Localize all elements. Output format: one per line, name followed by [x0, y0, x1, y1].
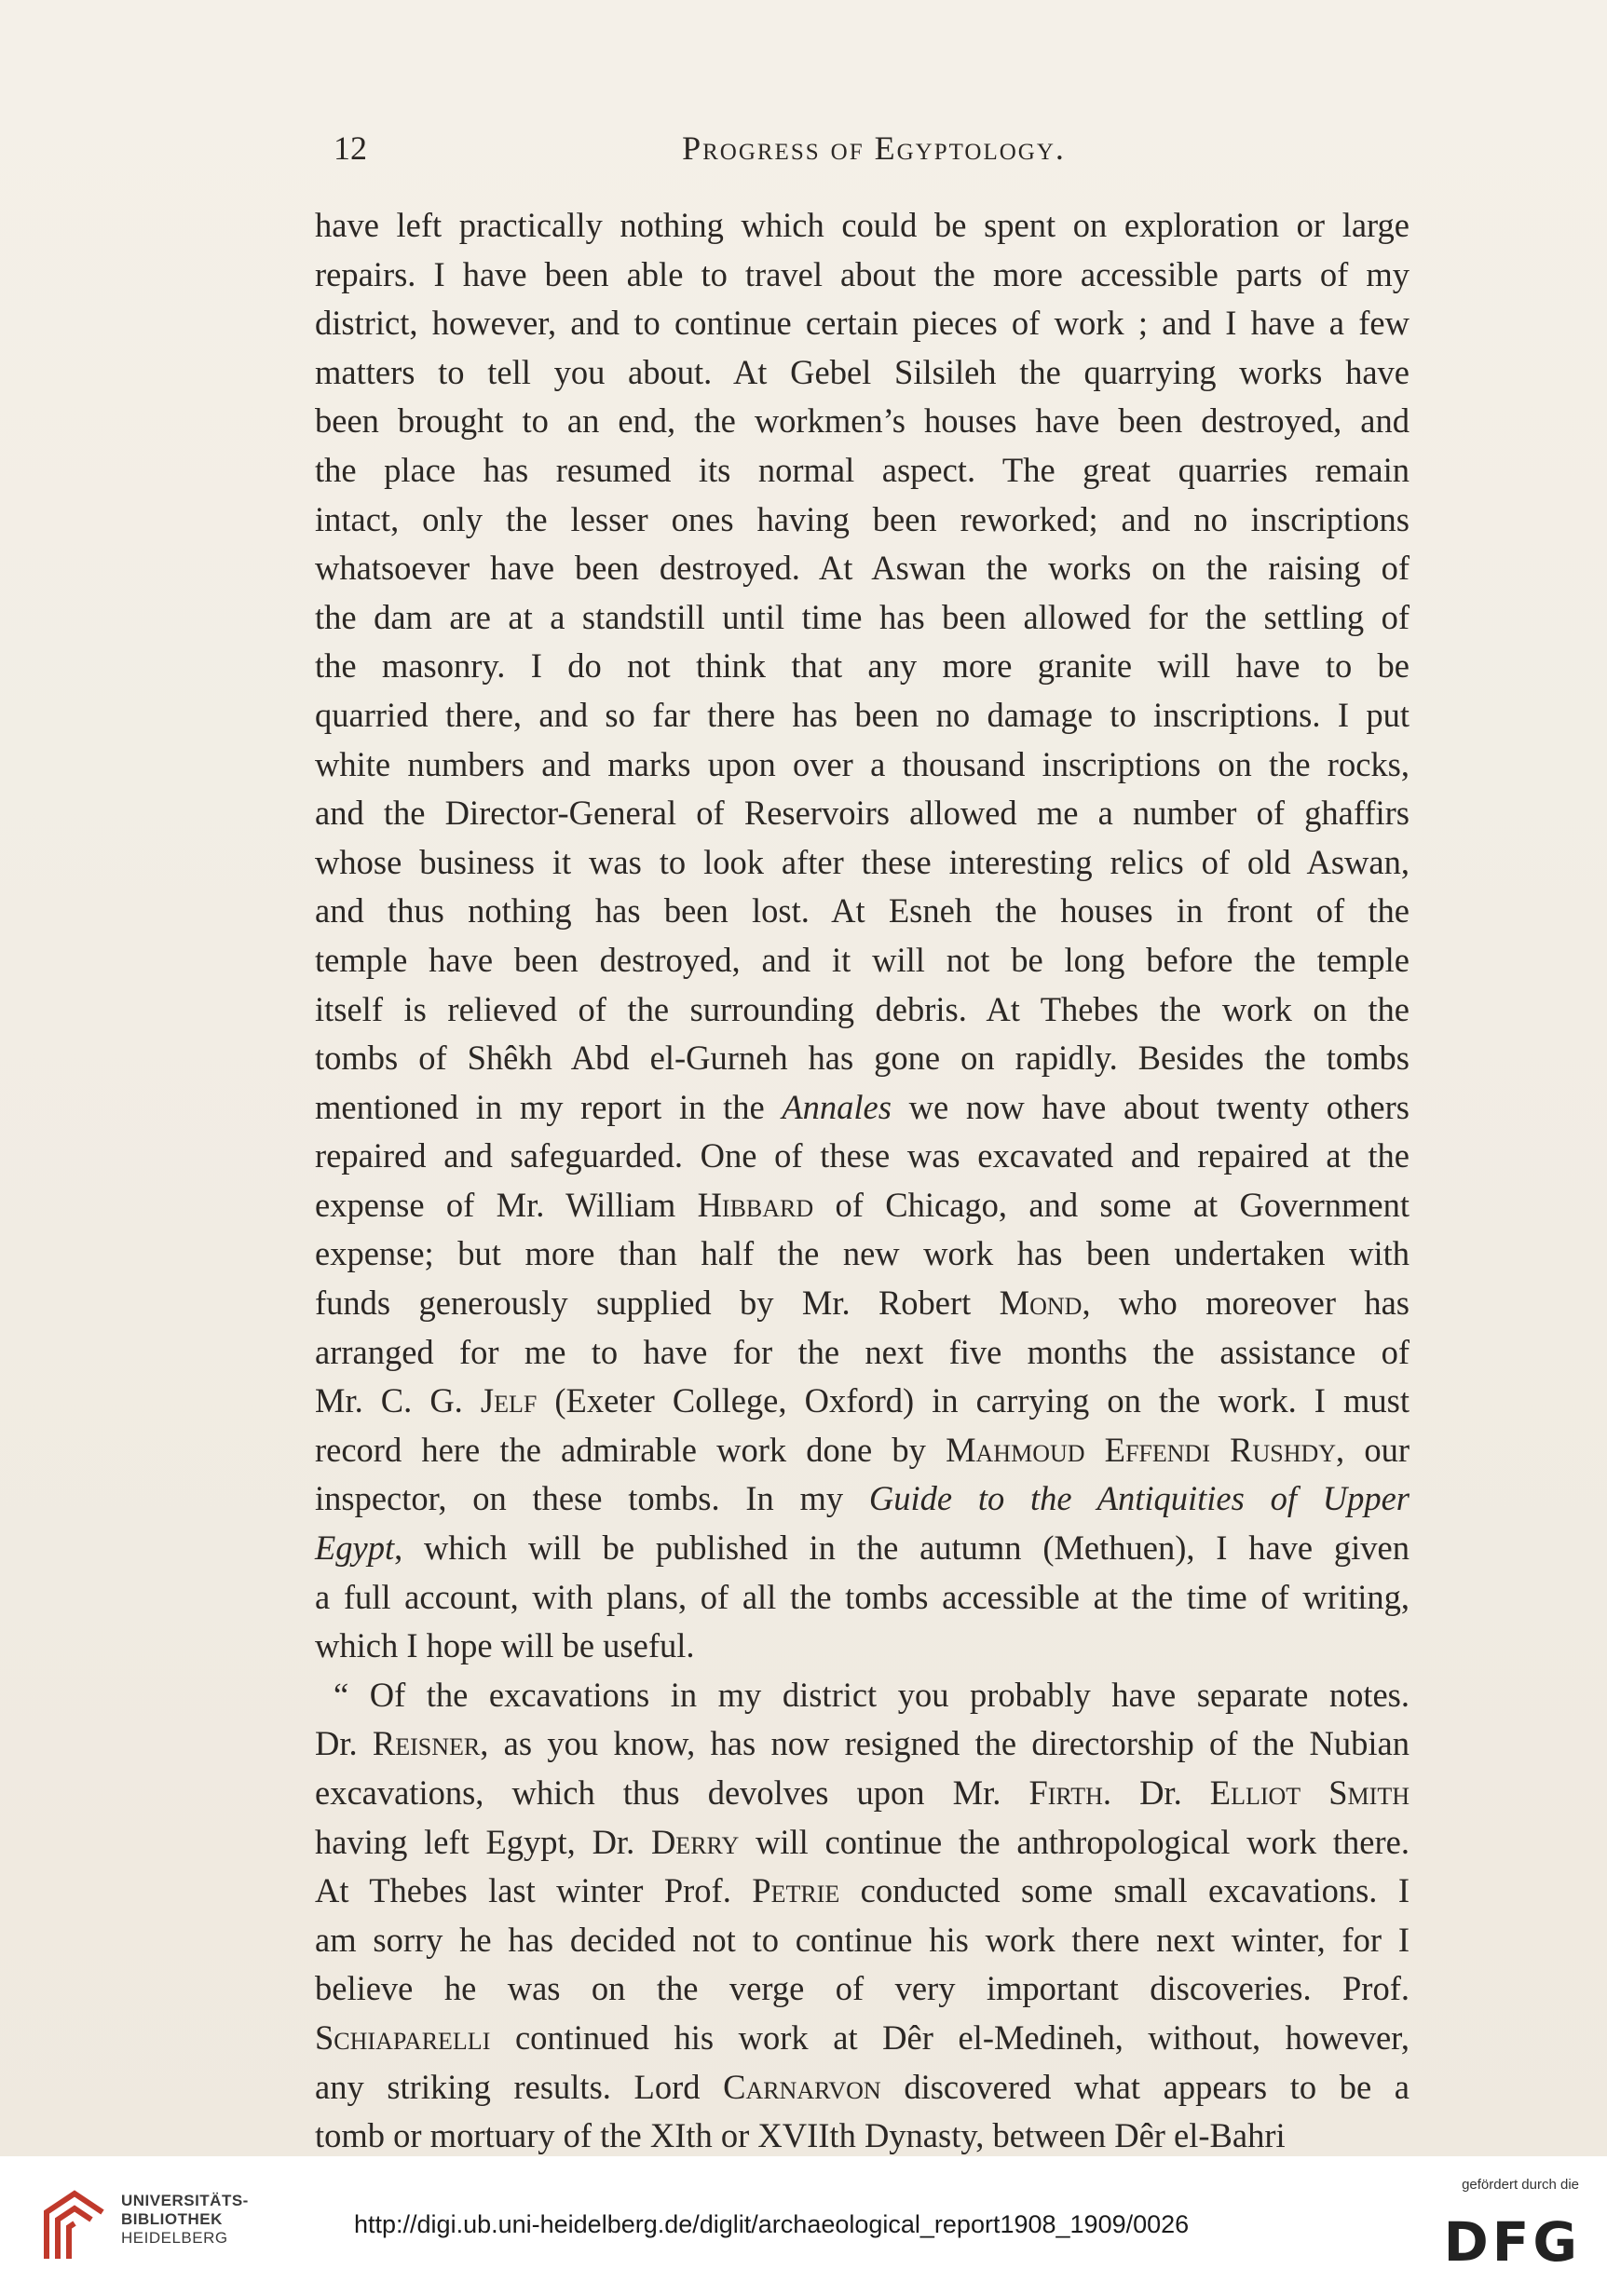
funding-note: gefördert durch die [1462, 2177, 1579, 2193]
page-header [334, 129, 1414, 184]
text-line: funds generously supplied by Mr. Robert Mond, who moreover has [315, 1284, 1410, 1323]
text-line: Egypt, which will be published in the autumn (Methuen), I have given [315, 1528, 1410, 1568]
text-line: a full account, with plans, of all the tombs accessible at the time of writing, [315, 1577, 1410, 1616]
text-line: expense; but more than half the new work has been undertaken with [315, 1234, 1410, 1273]
text-line: quarried there, and so far there has been no damage to inscriptions. I put [315, 695, 1410, 734]
text-line: matters to tell you about. At Gebel Silsileh the quarrying works have [315, 352, 1410, 391]
text-line: repaired and safeguarded. One of these was excavated and repaired at the [315, 1136, 1410, 1175]
text-line: arranged for me to have for the next five months the assistance of [315, 1332, 1410, 1371]
text-line: tombs of Shêkh Abd el-Gurneh has gone on rapidly. Besides the tombs [315, 1039, 1410, 1078]
running-title: Progress of Egyptology. [682, 129, 1066, 167]
text-line: “ Of the excavations in my district you probably have separate notes. [334, 1675, 1410, 1714]
text-line: tomb or mortuary of the XIth or XVIIth Dynasty, between Dêr el-Bahri [315, 2116, 1286, 2155]
text-line: the place has resumed its normal aspect. The great quarries remain [315, 450, 1410, 489]
text-line: expense of Mr. William Hibbard of Chicago, and some at Government [315, 1185, 1410, 1224]
text-line: Dr. Reisner, as you know, has now resigned the directorship of the Nubian [315, 1724, 1410, 1763]
paragraph [315, 1671, 1410, 2161]
text-line: and thus nothing has been lost. At Esneh the houses in front of the [315, 891, 1410, 931]
text-line: excavations, which thus devolves upon Mr. Firth. Dr. Elliot Smith [315, 1773, 1410, 1812]
text-line: record here the admirable work done by Mahmoud Effendi Rushdy, our [315, 1430, 1410, 1469]
text-line: any striking results. Lord Carnarvon discovered what appears to be a [315, 2067, 1410, 2106]
text-line: having left Egypt, Dr. Derry will continue the anthropological work there. [315, 1822, 1410, 1861]
page-number: 12 [334, 129, 367, 167]
text-line: am sorry he has decided not to continue his work there next winter, for I [315, 1920, 1410, 1959]
text-line: the masonry. I do not think that any more granite will have to be [315, 646, 1410, 686]
text-line: believe he was on the verge of very important discoveries. Prof. [315, 1969, 1410, 2008]
text-line: mentioned in my report in the Annales we now have about twenty others [315, 1087, 1410, 1126]
text-line: whatsoever have been destroyed. At Aswan the works on the raising of [315, 549, 1410, 588]
library-name: UNIVERSITÄTS- BIBLIOTHEK HEIDELBERG [121, 2192, 249, 2247]
source-url-link[interactable]: http://digi.ub.uni-heidelberg.de/diglit/archaeological_report1908_1909/0026 [354, 2210, 1190, 2238]
text-line: temple have been destroyed, and it will not be long before the temple [315, 940, 1410, 979]
text-line: and the Director-General of Reservoirs allowed me a number of ghaffirs [315, 794, 1410, 833]
dfg-logo: DFG [1443, 2210, 1581, 2274]
text-line: the dam are at a standstill until time has been allowed for the settling of [315, 597, 1410, 636]
digitization-footer [0, 2156, 1607, 2296]
text-line: been brought to an end, the workmen’s houses have been destroyed, and [315, 401, 1410, 441]
text-line: Schiaparelli continued his work at Dêr el-Medineh, without, however, [315, 2017, 1410, 2057]
text-line: district, however, and to continue certain pieces of work ; and I have a few [315, 304, 1410, 343]
text-line: inspector, on these tombs. In my Guide to the Antiquities of Upper [315, 1479, 1410, 1518]
text-line: intact, only the lesser ones having been reworked; and no inscriptions [315, 499, 1410, 538]
library-logo-icon [37, 2184, 112, 2268]
text-line: itself is relieved of the surrounding debris. At Thebes the work on the [315, 989, 1410, 1028]
text-line: repairs. I have been able to travel about the more accessible parts of my [315, 254, 1410, 293]
body-text [315, 201, 1410, 2161]
text-line: white numbers and marks upon over a thousand inscriptions on the rocks, [315, 744, 1410, 783]
text-line: which I hope will be useful. [315, 1626, 695, 1665]
text-line: Mr. C. G. Jelf (Exeter College, Oxford) in carrying on the work. I must [315, 1381, 1410, 1420]
text-line: have left practically nothing which could be spent on exploration or large [315, 206, 1410, 244]
paragraph [315, 201, 1410, 1671]
text-line: whose business it was to look after these interesting relics of old Aswan, [315, 842, 1410, 881]
text-line: At Thebes last winter Prof. Petrie conducted some small excavations. I [315, 1871, 1410, 1910]
